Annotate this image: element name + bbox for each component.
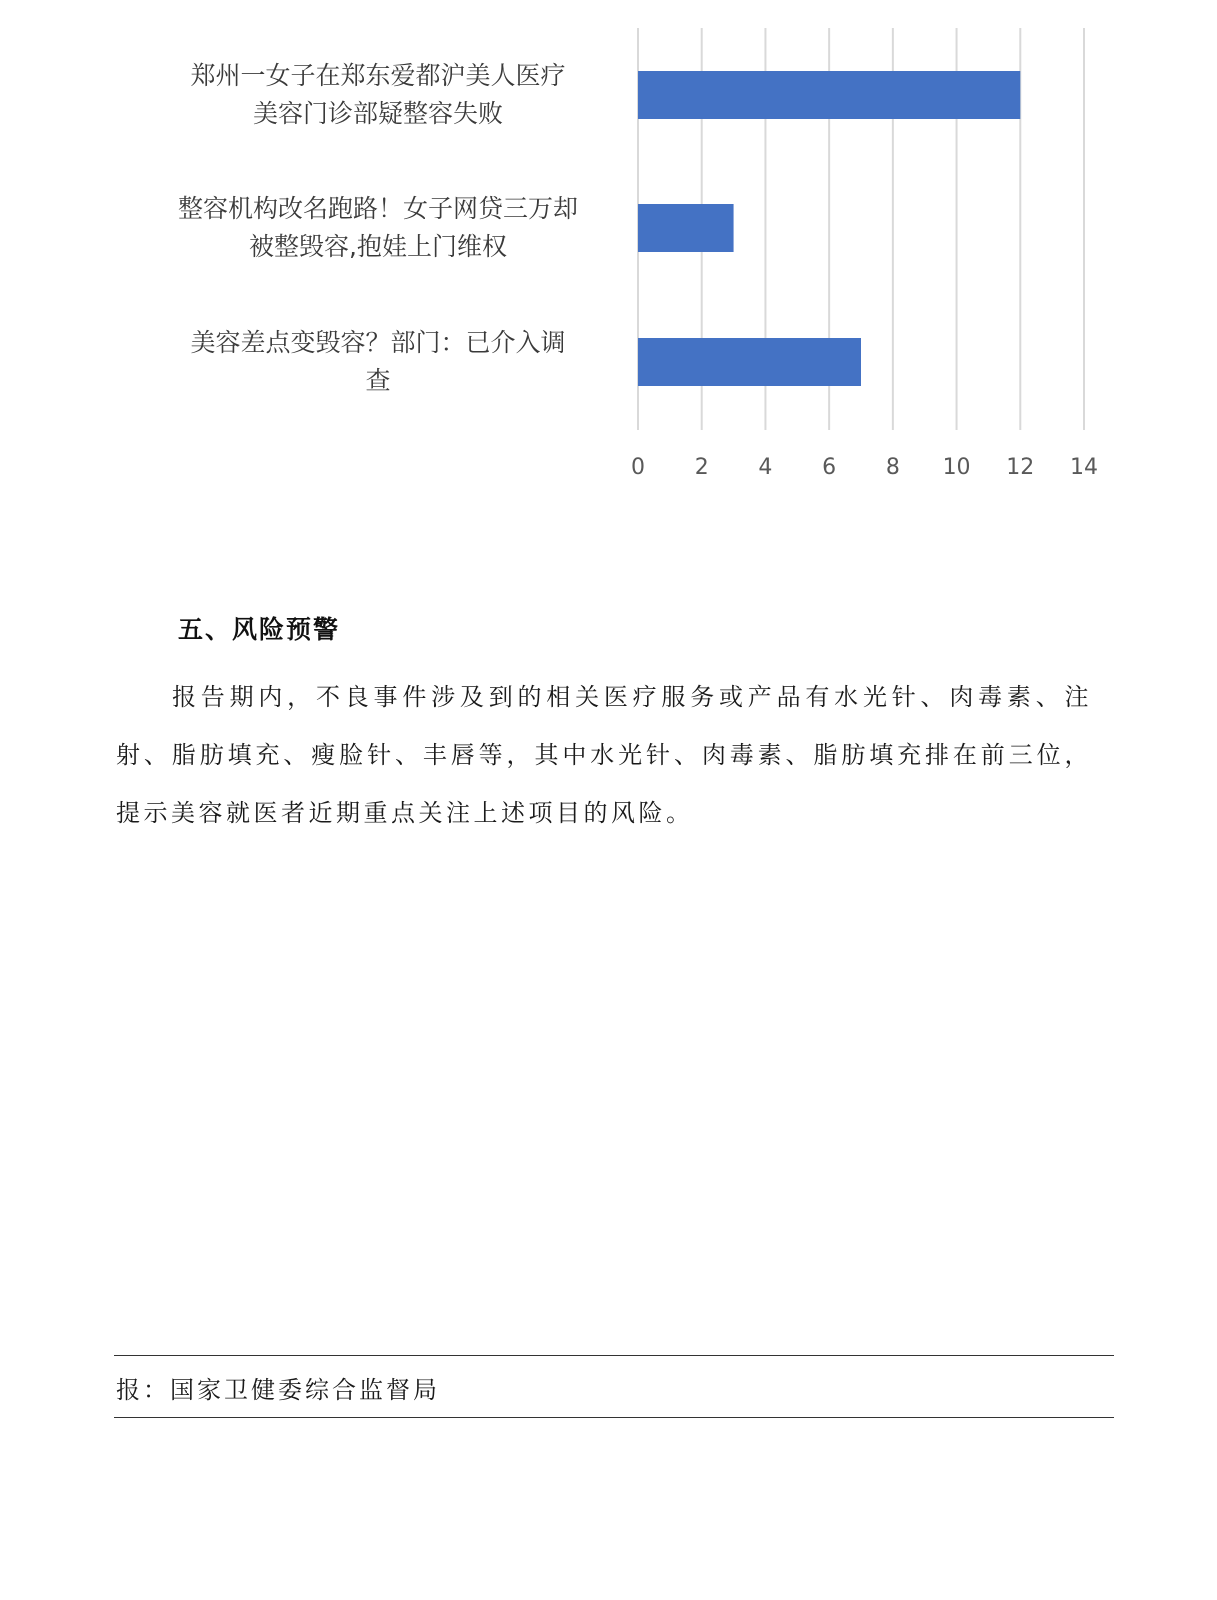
category-label-1 — [143, 57, 613, 133]
x-tick-label-14: 14 — [1070, 455, 1098, 480]
x-tick-label-10: 10 — [942, 455, 971, 480]
x-tick-label-2: 2 — [694, 455, 709, 480]
category-label-line: 被整毁容,抱娃上门维权 — [249, 232, 507, 261]
category-label-line: 美容门诊部疑整容失败 — [252, 99, 503, 128]
category-label-3 — [143, 324, 613, 400]
footer-bottom-rule — [114, 1417, 1114, 1418]
risk-warning-paragraph: 报告期内，不良事件涉及到的相关医疗服务或产品有水光针、肉毒素、注射、脂肪填充、瘦脸针、丰唇等，其中水光针、肉毒素、脂肪填充排在前三位，提示美容就医者近期重点关注上述项目的风险。 — [116, 683, 1092, 827]
footer-top-rule — [114, 1355, 1114, 1356]
x-tick-label-8: 8 — [885, 455, 900, 480]
x-tick-label-4: 4 — [758, 455, 773, 480]
section-heading-risk-warning: 五、风险预警 — [178, 615, 341, 644]
category-label-line: 查 — [365, 366, 391, 395]
category-label-line: 整容机构改名跑路！女子网贷三万却 — [177, 194, 578, 223]
distribution-line: 报：国家卫健委综合监督局 — [116, 1376, 440, 1404]
category-label-line: 郑州一女子在郑东爱都沪美人医疗 — [190, 61, 566, 90]
x-tick-label-0: 0 — [631, 455, 645, 480]
category-label-2 — [143, 190, 613, 266]
x-tick-label-12: 12 — [1006, 455, 1035, 480]
category-label-line: 美容差点变毁容？部门：已介入调 — [190, 328, 566, 357]
x-tick-label-6: 6 — [822, 455, 837, 480]
bar-2 — [638, 204, 734, 252]
bar-3 — [638, 338, 861, 386]
bar-1 — [638, 71, 1020, 119]
